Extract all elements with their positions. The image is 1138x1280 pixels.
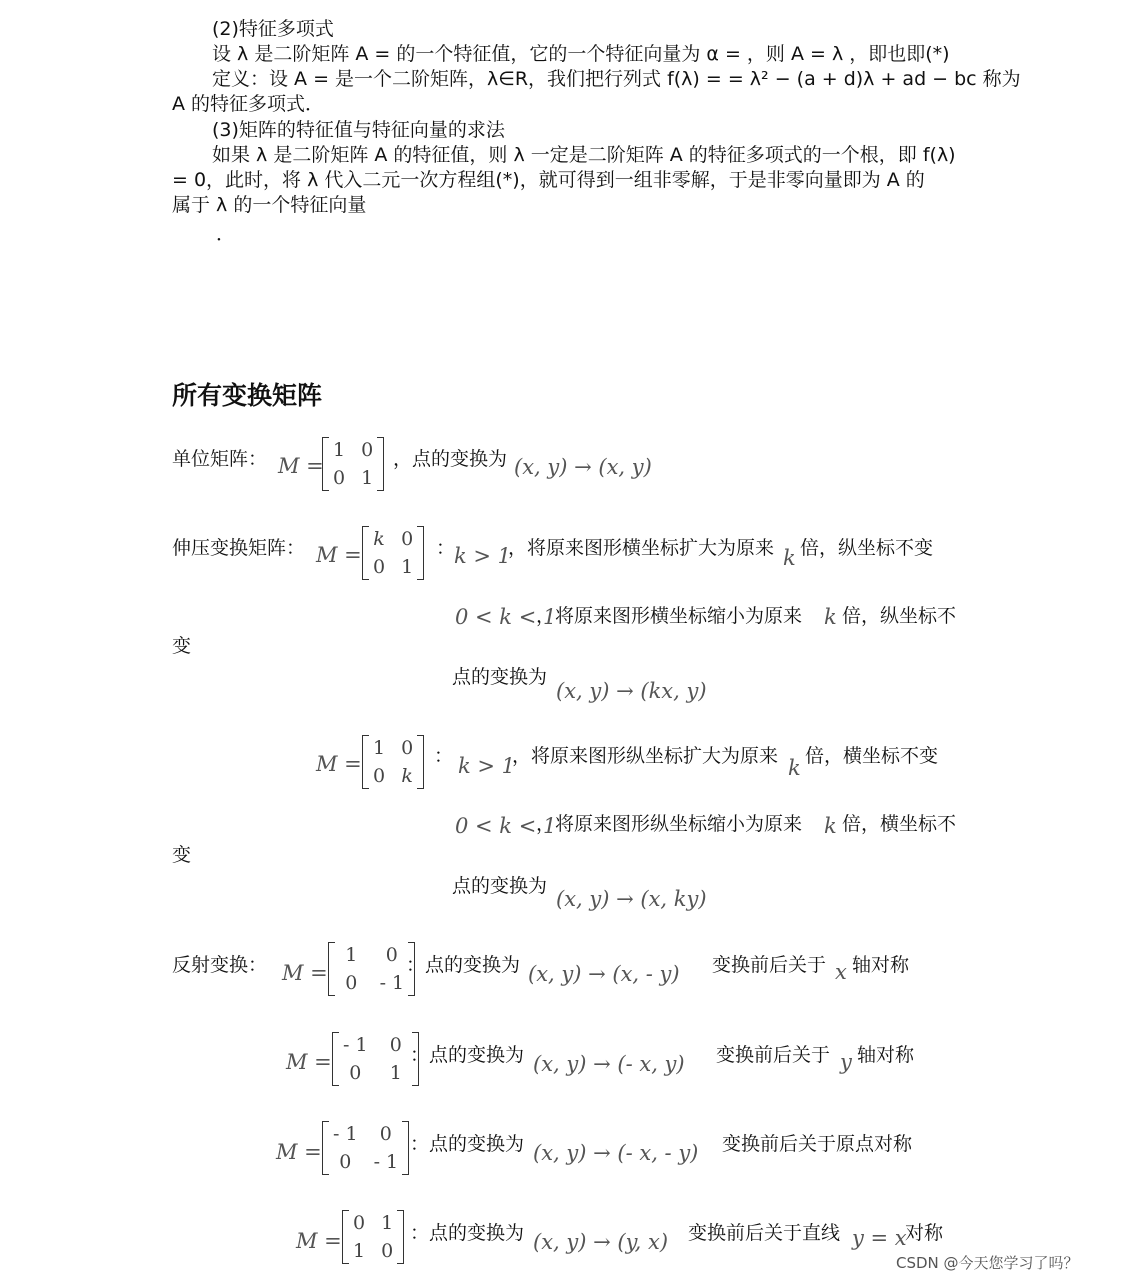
matrix-cell: 0 xyxy=(353,1212,366,1234)
k-var: k xyxy=(824,814,837,838)
matrix-cell: - 1 xyxy=(379,972,405,994)
condition: k > 1 xyxy=(454,544,512,568)
sym-desc: 变换前后关于直线 xyxy=(688,1222,841,1244)
matrix-cell: 0 xyxy=(345,972,358,994)
stretch-desc: ，将原来图形纵坐标缩小为原来 xyxy=(536,813,803,835)
colon: ： xyxy=(434,745,454,767)
stretch-label: 伸压变换矩阵： xyxy=(172,537,306,559)
stretch-desc: ，将原来图形横坐标缩小为原来 xyxy=(536,605,803,627)
matrix-cell: 0 xyxy=(373,765,386,787)
reflect-label: 反射变换： xyxy=(172,954,268,976)
text-line: 定义：设 A = 是一个二阶矩阵，λ∈R，我们把行列式 f(λ) = = λ² − (a + d)λ + ad − bc 称为 xyxy=(212,68,1021,90)
matrix-cell: 0 xyxy=(373,556,386,578)
matrix-cell: 0 xyxy=(401,528,414,550)
k-var: k xyxy=(824,605,837,629)
matrix-cell: k xyxy=(401,765,413,787)
unit-matrix xyxy=(322,437,384,491)
condition: 0 < k < 1 xyxy=(455,814,557,838)
m-equals: M = xyxy=(282,961,328,985)
reflect-desc: ：点的变换为 xyxy=(410,1133,525,1155)
text-line: (3)矩阵的特征值与特征向量的求法 xyxy=(212,119,505,141)
m-equals: M = xyxy=(296,1229,342,1253)
matrix-cell: 0 xyxy=(389,1034,402,1056)
stretch-desc: ，将原来图形纵坐标扩大为原来 xyxy=(512,745,779,767)
axis-var: y xyxy=(840,1050,852,1074)
matrix-cell: 1 xyxy=(381,1212,394,1234)
matrix-cell: 0 xyxy=(401,737,414,759)
text-line: A 的特征多项式． xyxy=(172,93,325,115)
map: (x, y) → (y, x) xyxy=(533,1230,669,1254)
axis-var: x xyxy=(835,960,847,984)
map: (x, y) → (x, - y) xyxy=(528,962,680,986)
matrix-cell: 0 xyxy=(339,1151,352,1173)
reflect-matrix-4 xyxy=(342,1210,404,1264)
condition: 0 < k < 1 xyxy=(455,605,557,629)
matrix-cell: - 1 xyxy=(333,1123,358,1145)
colon: ： xyxy=(436,537,456,559)
map-label: 点的变换为 xyxy=(452,875,548,897)
map-label: 点的变换为 xyxy=(452,666,548,688)
m-equals: M = xyxy=(276,1140,322,1164)
m-equals: M = xyxy=(278,454,324,478)
reflect-matrix-1 xyxy=(328,942,415,996)
m-equals: M = xyxy=(316,752,362,776)
stretch-desc: 变 xyxy=(172,635,192,657)
m-equals: M = xyxy=(286,1050,332,1074)
stretch-matrix-1 xyxy=(362,526,424,580)
matrix-cell: 1 xyxy=(361,467,374,489)
sym-desc: 轴对称 xyxy=(857,1044,915,1066)
condition: k > 1 xyxy=(458,754,516,778)
text-line: = 0，此时，将 λ 代入二元一次方程组(*)，就可得到一组非零解，于是非零向量即为 A 的 xyxy=(172,169,925,191)
matrix-cell: 0 xyxy=(333,467,346,489)
reflect-matrix-2 xyxy=(332,1032,419,1086)
matrix-cell: 1 xyxy=(373,737,386,759)
line-var: y = x xyxy=(852,1226,907,1250)
unit-label: 单位矩阵： xyxy=(172,448,268,470)
text-line: ． xyxy=(216,223,236,245)
sym-desc: 轴对称 xyxy=(852,954,910,976)
text-line: 如果 λ 是二阶矩阵 A 的特征值，则 λ 一定是二阶矩阵 A 的特征多项式的一个根，即 f(λ) xyxy=(212,144,956,166)
reflect-desc: ：点的变换为 xyxy=(406,954,521,976)
matrix-cell: - 1 xyxy=(343,1034,368,1056)
k-var: k xyxy=(788,756,801,780)
matrix-cell: 0 xyxy=(381,1240,394,1262)
map: (x, y) → (- x, y) xyxy=(533,1052,685,1076)
stretch-desc: 倍，纵坐标不变 xyxy=(800,537,934,559)
watermark: CSDN @今天您学习了吗？ xyxy=(896,1254,1079,1272)
stretch-desc: 倍，横坐标不 xyxy=(842,813,957,835)
reflect-matrix-3 xyxy=(322,1121,409,1175)
text-line: 属于 λ 的一个特征向量 xyxy=(172,194,367,216)
map: (x, y) → (kx, y) xyxy=(556,679,707,703)
m-equals: M = xyxy=(316,543,362,567)
unit-desc: ，点的变换为 xyxy=(393,448,508,470)
matrix-cell: 0 xyxy=(349,1062,362,1084)
map: (x, y) → (- x, - y) xyxy=(533,1141,699,1165)
sym-desc: 对称 xyxy=(905,1222,944,1244)
sym-desc: 变换前后关于 xyxy=(716,1044,831,1066)
matrix-cell: 1 xyxy=(333,439,346,461)
map: (x, y) → (x, ky) xyxy=(556,887,707,911)
sym-desc: 变换前后关于 xyxy=(712,954,827,976)
matrix-cell: 0 xyxy=(385,944,398,966)
matrix-cell: k xyxy=(373,528,385,550)
matrix-cell: 1 xyxy=(345,944,358,966)
stretch-desc: 变 xyxy=(172,844,192,866)
text-line: (2)特征多项式 xyxy=(212,18,334,40)
stretch-matrix-2 xyxy=(362,735,424,789)
reflect-desc: ：点的变换为 xyxy=(410,1044,525,1066)
matrix-cell: 1 xyxy=(401,556,414,578)
sym-desc: 变换前后关于原点对称 xyxy=(722,1133,913,1155)
matrix-cell: 1 xyxy=(389,1062,402,1084)
text-line: 设 λ 是二阶矩阵 A = 的一个特征值，它的一个特征向量为 α = ，则 A = λ ，即也即(*) xyxy=(212,43,950,65)
stretch-desc: 倍，横坐标不变 xyxy=(805,745,939,767)
section-heading: 所有变换矩阵 xyxy=(172,381,323,410)
matrix-cell: 1 xyxy=(353,1240,366,1262)
k-var: k xyxy=(783,546,796,570)
stretch-desc: ，将原来图形横坐标扩大为原来 xyxy=(508,537,775,559)
stretch-desc: 倍，纵坐标不 xyxy=(842,605,957,627)
matrix-cell: 0 xyxy=(379,1123,392,1145)
reflect-desc: ：点的变换为 xyxy=(410,1222,525,1244)
matrix-cell: - 1 xyxy=(373,1151,399,1173)
matrix-cell: 0 xyxy=(361,439,374,461)
unit-map: (x, y) → (x, y) xyxy=(514,455,652,479)
